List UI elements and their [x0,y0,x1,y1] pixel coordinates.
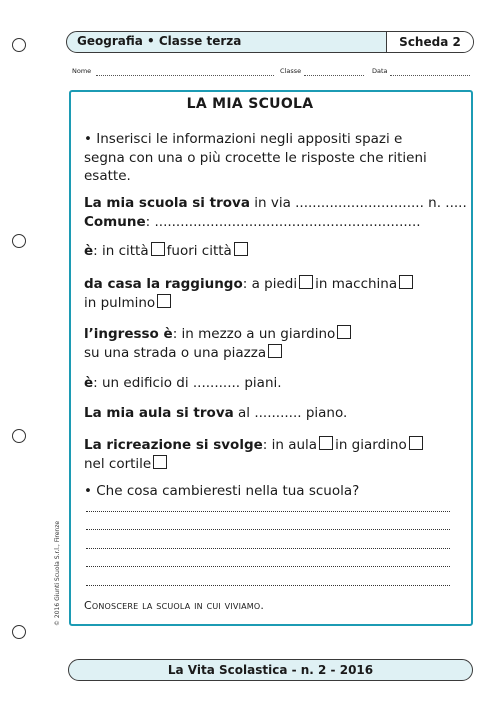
strada-option: su una strada o una piazza [84,345,267,361]
strada-checkbox[interactable] [268,344,282,358]
e1-label: è [84,243,94,259]
a-piedi-checkbox[interactable] [299,275,313,289]
strada-line [84,344,284,361]
location-line [84,195,467,211]
macchina-checkbox[interactable] [399,275,413,289]
answer-line[interactable] [86,585,450,586]
footer-note: Conoscere la scuola in cui viviamo. [84,599,265,612]
date-field[interactable] [390,75,470,76]
in-aula-checkbox[interactable] [319,436,333,450]
answer-line[interactable] [86,529,450,530]
cortile-checkbox[interactable] [153,455,167,469]
ingresso-line [84,325,353,342]
class-label: Classe [280,67,302,75]
binder-hole [12,429,26,443]
in-citta-checkbox[interactable] [151,242,165,256]
header-bar [66,31,474,53]
comune-line [84,214,421,230]
in-giardino-checkbox[interactable] [409,436,423,450]
answer-line[interactable] [86,548,450,549]
aula-label: La mia aula si trova [84,405,234,421]
aula-text: al ........... piano. [233,405,348,421]
worksheet-title: LA MIA SCUOLA [186,96,314,112]
ricreazione-label: La ricreazione si svolge [84,437,263,453]
binder-hole [12,625,26,639]
edificio-line [84,375,282,391]
instruction-line-2: segna con una o più crocette le risposte che ritieni [84,150,427,166]
e2-label: è [84,375,94,391]
pulmino-line [84,294,173,311]
question-text: • Che cosa cambieresti nella tua scuola? [84,483,360,499]
fuori-citta-checkbox[interactable] [234,242,248,256]
binder-hole [12,38,26,52]
giardino-checkbox[interactable] [337,325,351,339]
in-citta-option: : in città [93,243,149,259]
city-line [84,242,250,259]
casa-line [84,275,415,292]
location-text: in via .............................. n. ..... [249,195,467,211]
instruction-line-3: esatte. [84,168,131,184]
answer-line[interactable] [86,511,450,512]
giardino-option: : in mezzo a un giardino [172,326,336,342]
answer-line[interactable] [86,566,450,567]
student-fields [72,67,472,79]
casa-label: da casa la raggiungo [84,276,243,292]
sheet-label: Scheda 2 [386,32,473,52]
class-field[interactable] [304,75,364,76]
in-giardino-option: in giardino [335,437,407,453]
pulmino-checkbox[interactable] [157,294,171,308]
ingresso-label: l’ingresso è [84,326,173,342]
fuori-citta-option: fuori città [166,243,232,259]
name-field[interactable] [96,75,274,76]
comune-text: : .............................................................. [145,214,421,230]
binder-hole [12,234,26,248]
name-label: Nome [72,67,92,75]
comune-label: Comune [84,214,146,230]
a-piedi-option: : a piedi [242,276,298,292]
subject-label: Geografia • Classe terza [77,34,242,48]
copyright-text: © 2016 Giunti Scuola S.r.l., Firenze [54,520,61,626]
ricreazione-line [84,436,425,453]
date-label: Data [372,67,388,75]
location-label: La mia scuola si trova [84,195,250,211]
pulmino-option: in pulmino [84,295,156,311]
instruction-line-1: • Inserisci le informazioni negli appositi spazi e [84,131,403,147]
aula-line [84,405,347,421]
cortile-line [84,455,169,472]
edificio-text: : un edificio di ........... piani. [93,375,282,391]
cortile-option: nel cortile [84,456,152,472]
in-aula-option: : in aula [262,437,318,453]
macchina-option: in macchina [315,276,398,292]
footer-bar: La Vita Scolastica - n. 2 - 2016 [68,659,473,681]
